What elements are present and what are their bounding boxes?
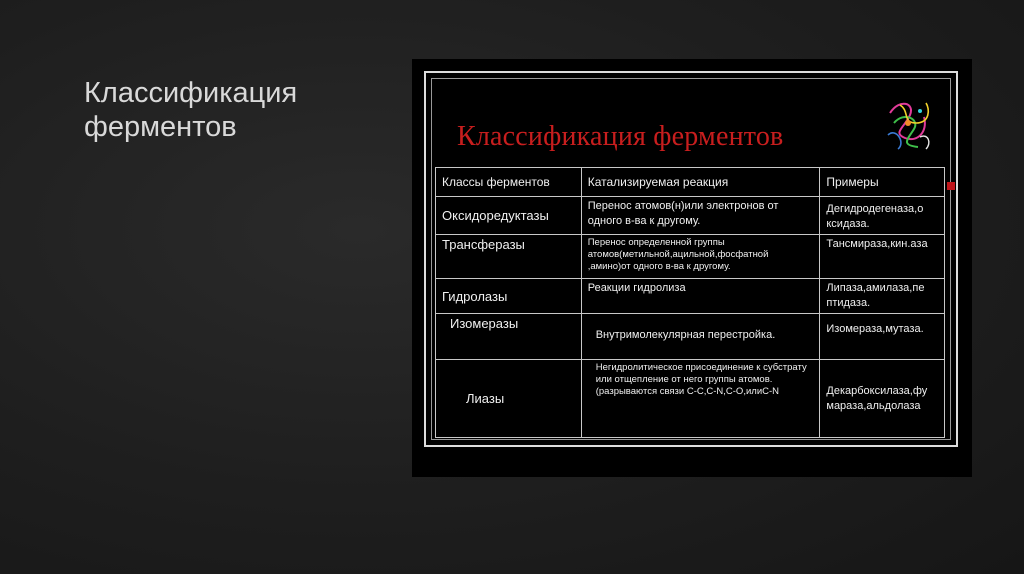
header-classes: Классы ферментов — [436, 168, 582, 197]
protein-structure-icon — [880, 93, 938, 155]
row-class: Трансферазы — [436, 235, 582, 279]
slide-title: Классификация ферментов — [84, 77, 298, 143]
row-examples: Липаза,амилаза,пе птидаза. — [820, 279, 945, 314]
table-header-row — [436, 168, 945, 197]
row-class: Оксидоредуктазы — [436, 197, 582, 235]
header-examples: Примеры — [820, 168, 945, 197]
enzyme-table — [435, 167, 945, 438]
embedded-table-image — [412, 59, 972, 477]
red-marker — [947, 182, 955, 190]
row-reaction: Внутримолекулярная перестройка. — [581, 314, 820, 360]
picture-title: Классификация ферментов — [457, 121, 784, 152]
table-row — [436, 197, 945, 235]
table-row — [436, 314, 945, 360]
row-examples: Изомераза,мутаза. — [820, 314, 945, 360]
row-reaction: Реакции гидролиза — [581, 279, 820, 314]
row-examples: Декарбоксилаза,фу мараза,альдолаза — [820, 360, 945, 438]
table-row — [436, 360, 945, 438]
row-class: Гидролазы — [436, 279, 582, 314]
row-class: Лиазы — [436, 360, 582, 438]
row-reaction: Перенос атомов(н)или электронов от одного в-ва к другому. — [581, 197, 820, 235]
row-class: Изомеразы — [436, 314, 582, 360]
header-reaction: Катализируемая реакция — [581, 168, 820, 197]
row-reaction: Перенос определенной группы атомов(метильной,ацильной,фосфатной ,амино)от одного в-ва к другому. — [581, 235, 820, 279]
row-reaction: Негидролитическое присоединение к субстрату или отщепление от него группы атомов.(разрываются связи С-С,С-N,С-О,илиС-N — [581, 360, 820, 438]
table-row — [436, 279, 945, 314]
row-examples: Дегидродегеназа,о ксидаза. — [820, 197, 945, 235]
row-examples: Тансмираза,кин.аза — [820, 235, 945, 279]
table-row — [436, 235, 945, 279]
